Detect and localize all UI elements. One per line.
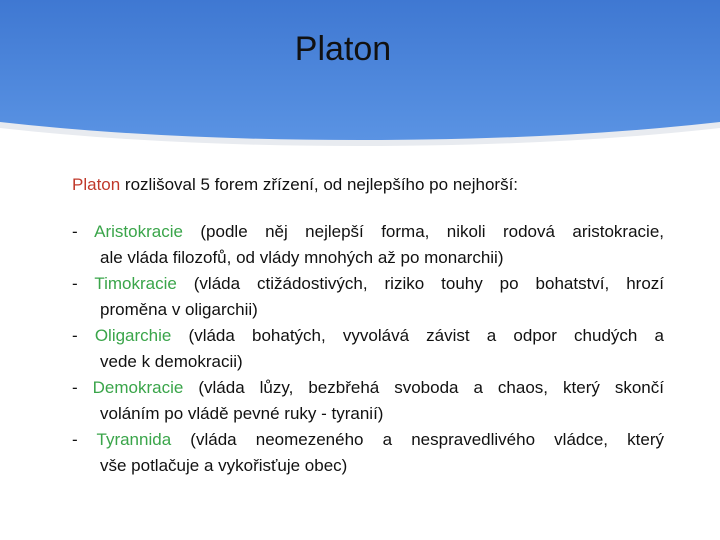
- item-prefix: -: [72, 222, 95, 241]
- intro-highlight: Platon: [72, 175, 121, 194]
- item-term: Oligarchie: [94, 326, 172, 345]
- item-line1: (podle něj nejlepší forma, nikoli rodová aristokracie,: [182, 222, 665, 241]
- item-line2: ale vláda filozofů, od vlády mnohých až po monarchii): [100, 248, 504, 267]
- item-line1: (vláda ctižádostivých, riziko touhy po bohatství, hrozí: [176, 274, 665, 293]
- header-banner: [0, 0, 720, 150]
- list-item: [72, 271, 664, 323]
- item-line2: vše potlačuje a vykořisťuje obec): [100, 456, 348, 475]
- item-term: Timokracie: [94, 274, 177, 293]
- list-item: [72, 427, 664, 479]
- item-prefix: -: [72, 326, 95, 345]
- item-prefix: -: [72, 378, 93, 397]
- slide-content: [72, 172, 664, 479]
- item-term: Aristokracie: [94, 222, 183, 241]
- intro-paragraph: [72, 172, 664, 198]
- item-line2: vede k demokracii): [100, 352, 243, 371]
- list-item: [72, 323, 664, 375]
- item-term: Tyrannida: [96, 430, 172, 449]
- item-line1: (vláda neomezeného a nespravedlivého vládce, který: [171, 430, 665, 449]
- slide-title: Platon: [294, 30, 392, 68]
- list-item: [72, 219, 664, 271]
- item-prefix: -: [72, 274, 95, 293]
- item-line1: (vláda lůzy, bezbřehá svoboda a chaos, který skončí: [183, 378, 664, 397]
- item-prefix: -: [72, 430, 97, 449]
- item-term: Demokracie: [92, 378, 184, 397]
- intro-text: rozlišoval 5 forem zřízení, od nejlepšího po nejhorší:: [120, 175, 519, 194]
- list-item: [72, 375, 664, 427]
- item-line1: (vláda bohatých, vyvolává závist a odpor chudých a: [171, 326, 664, 345]
- item-line2: proměna v oligarchii): [100, 300, 258, 319]
- item-line2: voláním po vládě pevné ruky - tyranií): [100, 404, 384, 423]
